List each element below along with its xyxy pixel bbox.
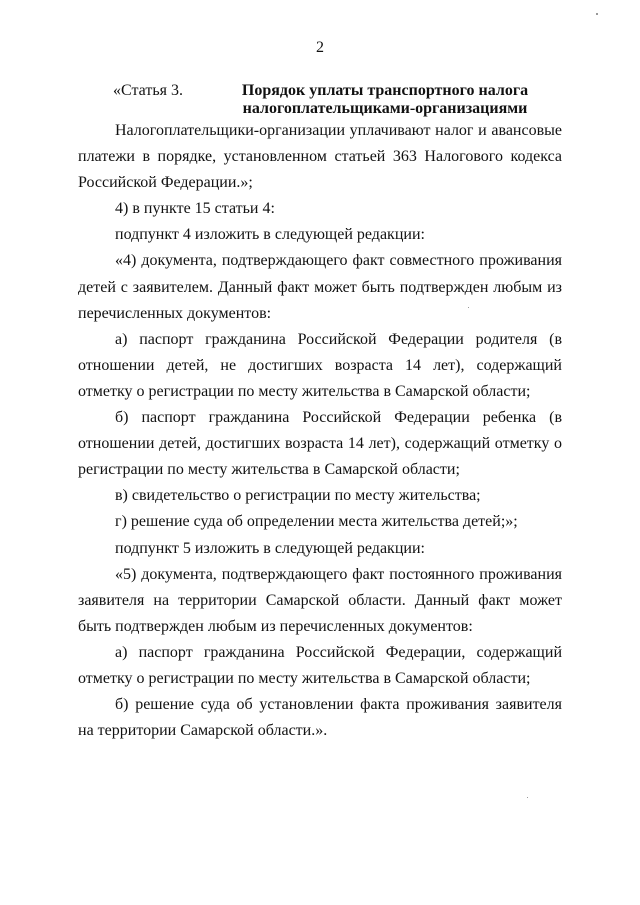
paragraph-subitem-4-v: в) свидетельство о регистрации по месту жительства; [115, 487, 481, 505]
article-title-line-2: налогоплательщиками-организациями [242, 100, 528, 117]
scan-speck [527, 797, 528, 798]
paragraph-subitem-4-b: б) паспорт гражданина Российской Федерации ребенка (в отношении детей, достигших возраста 14 лет), содержащий отметку о регистрации по месту жительства в Самарской области; [78, 409, 562, 479]
scan-speck [468, 307, 469, 308]
paragraph-subitem-5-text: «5) документа, подтверждающего факт постоянного проживания заявителя на территории Самарской области. Данный факт может быть подтвержден любым из перечисленных документов: [78, 565, 562, 635]
article-title [200, 82, 570, 118]
document-body [78, 118, 562, 744]
paragraph-subitem-4-a: а) паспорт гражданина Российской Федерации родителя (в отношении детей, не достигших возраста 14 лет), содержащий отметку о регистрации по месту жительства в Самарской области; [78, 330, 562, 400]
paragraph-organizations-payment: Налогоплательщики-организации уплачивают налог и авансовые платежи в порядке, установленном статьей 363 Налогового кодекса Российской Федерации.»; [78, 122, 562, 192]
paragraph-subitem-5-intro: подпункт 5 изложить в следующей редакции: [115, 539, 425, 557]
paragraph-subitem-5-a: а) паспорт гражданина Российской Федерации, содержащий отметку о регистрации по месту жительства в Самарской области; [78, 643, 562, 687]
paragraph-subitem-4-intro: подпункт 4 изложить в следующей редакции: [115, 226, 425, 244]
scan-speck [596, 13, 598, 15]
article-label: «Статья 3. [113, 82, 183, 99]
paragraph-subitem-5-b: б) решение суда об установлении факта проживания заявителя на территории Самарской области.». [78, 696, 562, 740]
paragraph-subitem-4-g: г) решение суда об определении места жительства детей;»; [115, 513, 518, 531]
article-title-line-1: Порядок уплаты транспортного налога [241, 82, 529, 99]
paragraph-subitem-4-text: «4) документа, подтверждающего факт совместного проживания детей с заявителем. Данный факт может быть подтвержден любым из перечисленных документов: [78, 252, 562, 322]
page-number: 2 [316, 39, 324, 56]
paragraph-item-4: 4) в пункте 15 статьи 4: [115, 200, 275, 218]
